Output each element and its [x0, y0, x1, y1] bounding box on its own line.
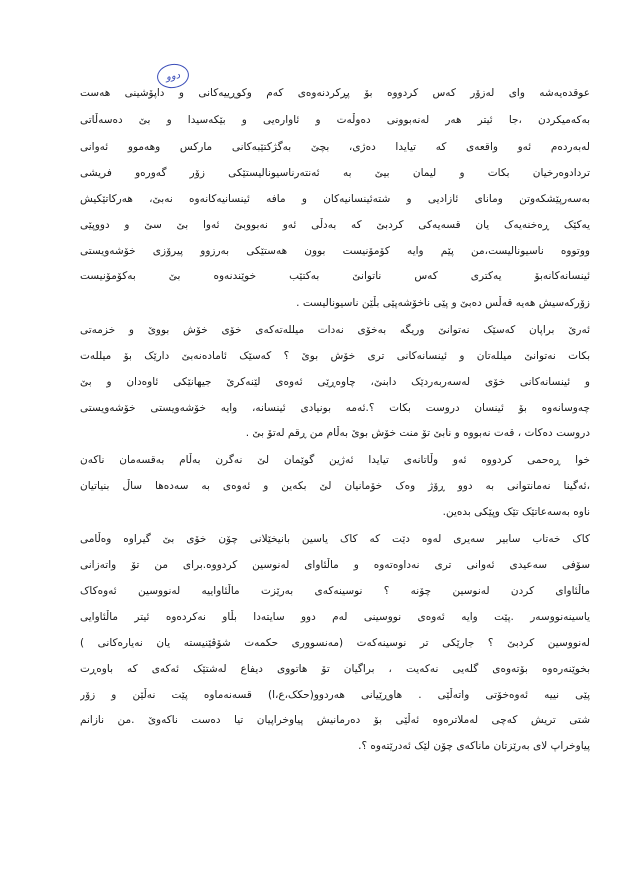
text-line-24: پێی نییە ئەوەخۆتی واتەڵێی . هاوڕێیانی هەردوو(حکک،ع،ا) قسەنەماوە پێت نەڵێن و زۆر	[80, 689, 590, 701]
text-line-8: ئینسانەکانەبۆ یەکتری کەس ناتوانێ بەکتێب خوێندنەوە بێ بەکۆمۆنیست	[80, 270, 590, 282]
text-line-26: پیاوخراپ لای بەرێزتان ماناکەی چۆن لێک ئەدرێتەوە ؟.	[358, 740, 590, 752]
handwritten-page-number: دوو	[155, 62, 190, 90]
text-line-16: ،ئەگینا نەمانتوانی بە دوو ڕۆژ وەک خۆمانیان لێ بکەین و ئەوەی بە سەدەها ساڵ بنیاتیان	[80, 480, 590, 492]
text-line-3: لەبەردەم ئەو واقعەی کە تیایدا دەژی، بچێ بەگژکتێبەکانی مارکس وهەموو ئەوانی	[80, 141, 590, 153]
text-line-18: کاک خەتاب سابیر سەیری لەوە دێت کە کاک یاسین بانیخێلانی چۆن خۆی بێ گیراوە وەڵامی	[80, 533, 590, 545]
text-line-5: بەسەرپێشکەوتن ومانای ئازادیی و شتەئینسانیەکان و مافە ئینسانیەکانەوە نەبێ، هەرکاتێکیش	[80, 193, 590, 205]
text-line-17: ناوە بەسەعاتێک تێک وپێکی بدەین.	[442, 506, 590, 518]
text-line-19: سۆفی سەعیدی ئەوانی تری نەداوەتەوە و ماڵئاوای لەنوسین کردووە.برای من تۆ واتەزانی	[80, 559, 590, 571]
text-line-20: ماڵئاوای کردن لەنوسین چۆنە ؟ نوسینەکەی بەرێزت ماڵئاواییە لەنووسین ئەوەکاک	[80, 585, 590, 597]
text-line-7: ووتووە ناسیونالیست،من پێم وایە کۆمۆنیست بوون هەستێکی بەرزوو پیرۆزی خۆشەویستی	[80, 245, 590, 257]
text-line-2: بەکەمیکردن ،جا ئیتر هەر لەنەبوونی دەوڵەت و ئاوارەیی و بێکەسیدا و بێ دەسەڵاتی	[80, 114, 590, 126]
text-line-23: بخوێنەرەوە بۆتەوەی گلەیی نەکەیت ، براگیان تۆ هاتووی دیفاع لەشتێک ئەکەی کە باوەڕت	[80, 663, 590, 675]
text-line-11: بکات نەتوانێ میللەتان و ئینسانەکانی تری خۆش بوێ ؟ کەسێک ئامادەنەبێ دارێک بۆ میللەت	[80, 350, 590, 362]
text-line-21: یاسینەنووسەر .پێت وایە ئەوەی نووسینی لەم دوو سایتەدا بڵاو نەکردەوە ئیتر ماڵئاوایی	[80, 611, 590, 623]
text-line-15: خوا ڕەحمی کردووە ئەو وڵاتانەی تیایدا ئەژین گوێمان لێ نەگرن بەڵام بەقسەمان ناکەن	[80, 454, 590, 466]
text-line-6: یەکێک ڕەخنەیەک یان قسەیەکی کردبێ کە بەدڵی ئەو نەبووبێ ئەوا بێ سێ و دووپێی	[80, 219, 590, 231]
text-line-13: چەوسانەوە بۆ ئینسان دروست بکات ؟.ئەمە بونیادی ئینسانە، وایە خۆشەویستی خۆشەویستی	[80, 402, 590, 414]
text-line-22: لەنووسین کردبێ ؟ جارێکی تر نوسینەکەت (مەنسووری حکمەت شۆڤێنیستە یان نەیارەکانی )	[80, 637, 590, 649]
text-line-14: دروست دەکات ، قەت نەبووە و نابێ تۆ منت خۆش بوێ بەڵام من ڕقم لەتۆ بێ .	[245, 427, 590, 439]
text-line-1: عوقدەیەشە وای لەزۆر کەس کردووە بۆ پڕکردنەوەی کەم وکوڕییەکانی و داپۆشینی هەست	[80, 87, 590, 99]
text-line-12: و ئینسانەکانی خۆی لەسەربەردێک دابنێ، چاوەڕێی ئەوەی لێنەکرێ جیهانێکی ئاوەدان و بێ	[80, 376, 590, 388]
text-line-10: ئەرێ براپان کەسێک نەتوانێ وریگە بەخۆی نەدات میللەتەکەی خۆی خۆش بووێ و خزمەتی	[80, 324, 590, 336]
text-line-9: زۆرکەسیش هەیە قەڵس دەبێ و پێی ناخۆشەپێی بڵێن ناسیونالیست .	[296, 297, 590, 309]
text-line-25: شتی تریش کەچی لەملاترەوە ئەڵێی بۆ دەرمانیش پیاوخراپیان تیا دەست ناکەوێ .من نازانم	[80, 714, 590, 726]
text-line-4: تردادوەرخیان بکات و لیمان بیێ بە ئەنتەرناسیونالیستێکی زۆر گەورەو فریشی	[80, 167, 590, 179]
